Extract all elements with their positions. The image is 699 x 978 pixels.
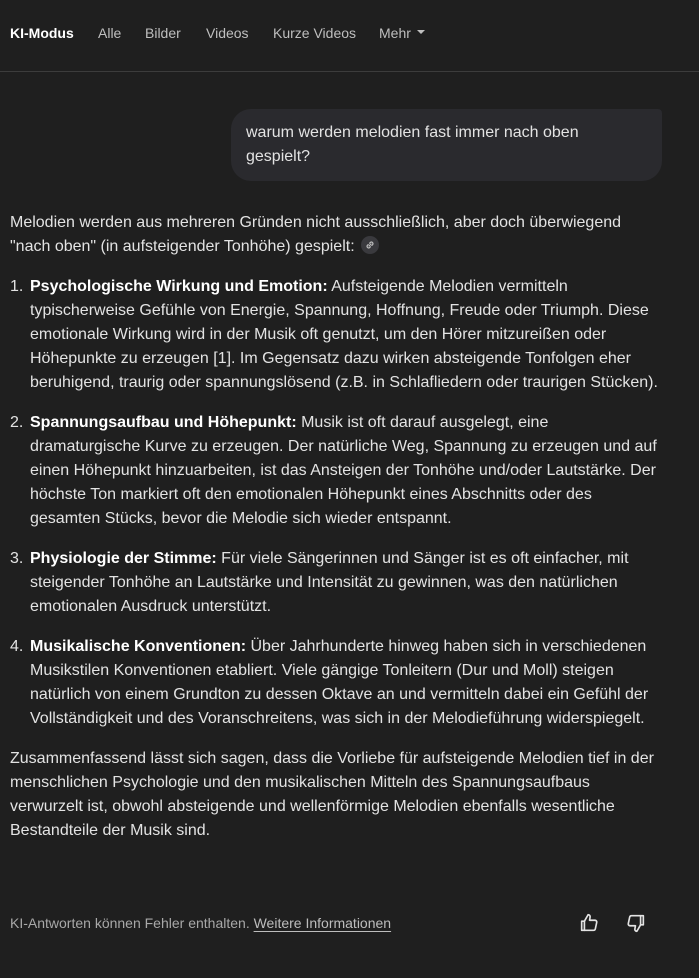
user-query-bubble — [231, 109, 662, 181]
tab-kurze-videos[interactable]: Kurze Videos — [273, 25, 357, 41]
list-item-title: Physiologie der Stimme: — [30, 550, 217, 567]
answer-intro — [10, 211, 660, 259]
list-item-text: Über Jahrhunderte hinweg haben sich in verschiedenen Musikstilen Konventionen etabliert. Viele gängige Tonleitern (Dur und Moll) steigen natürlich von einem Grundton zu dessen Oktave an und vermitteln dabei ein Gefühl der Vollständigkeit und des Voranschreitens, was sich in der Melodieführung widerspiegelt. — [30, 638, 649, 727]
disclaimer-text: KI-Antworten können Fehler enthalten. — [10, 915, 250, 931]
list-item-title: Psychologische Wirkung und Emotion: — [30, 278, 328, 295]
more-info-link[interactable]: Weitere Informationen — [253, 915, 392, 931]
source-link-button[interactable] — [361, 236, 379, 254]
tab-alle[interactable]: Alle — [98, 25, 122, 41]
list-item — [10, 411, 660, 531]
tab-mehr-label: Mehr — [379, 25, 411, 41]
tab-ki-modus[interactable]: KI-Modus — [10, 25, 74, 41]
list-item-text: Musik ist oft darauf ausgelegt, eine dramaturgische Kurve zu erzeugen. Der natürliche Weg, Spannung zu erzeugen und auf einen Höhepunkt hinzuarbeiten, ist das Ansteigen der Tonhöhe und/oder Lautstärke. Der höchste Ton markiert oft den emotionalen Höhepunkt eines Abschnitts oder des gesamten Stücks, bevor die Melodie sich wieder entspannt. — [30, 414, 657, 527]
answer-summary: Zusammenfassend lässt sich sagen, dass die Vorliebe für aufsteigende Melodien tief in der menschlichen Psychologie und den musikalischen Mitteln des Spannungsaufbaus verwurzelt ist, obwohl absteigende und wellenförmige Melodien ebenfalls wesentliche Bestandteile der Musik sind. — [10, 750, 654, 839]
ai-disclaimer — [10, 913, 391, 933]
list-item-number: 2. — [10, 414, 24, 431]
list-item-number: 1. — [10, 278, 24, 295]
list-item-number: 4. — [10, 638, 24, 655]
list-item — [10, 635, 660, 731]
list-item-title: Spannungsaufbau und Höhepunkt: — [30, 414, 297, 431]
list-item — [10, 275, 660, 395]
list-item-number: 3. — [10, 550, 24, 567]
search-mode-nav — [0, 0, 699, 72]
list-item-text: Für viele Sängerinnen und Sänger ist es oft einfacher, mit steigender Tonhöhe an Lautstärke und Intensität zu gewinnen, was den natürlichen emotionalen Ausdruck unterstützt. — [30, 550, 629, 615]
user-query-text: warum werden melodien fast immer nach oben gespielt? — [246, 124, 579, 165]
tab-bilder[interactable]: Bilder — [145, 25, 181, 41]
chevron-down-icon — [417, 30, 425, 34]
list-item — [10, 547, 660, 619]
tab-mehr[interactable] — [379, 24, 425, 42]
answer-points-list — [10, 275, 660, 731]
ai-answer — [10, 211, 660, 843]
link-icon — [365, 240, 375, 250]
list-item-title: Musikalische Konventionen: — [30, 638, 247, 655]
list-item-text: Aufsteigende Melodien vermitteln typischerweise Gefühle von Energie, Spannung, Hoffnung, Freude oder Triumph. Diese emotionale Wirkung wird in der Musik oft genutzt, um den Hörer mitzureißen oder Höhepunkte zu erzeugen [1]. Im Gegensatz dazu wirken absteigende Tonfolgen eher beruhigend, traurig oder spannungslösend (z.B. in Schlafliedern oder traurigen Stücken). — [30, 278, 658, 391]
thumbs-down-icon — [625, 912, 647, 934]
tab-videos[interactable]: Videos — [206, 25, 249, 41]
answer-intro-text: Melodien werden aus mehreren Gründen nicht ausschließlich, aber doch überwiegend "nach oben" (in aufsteigender Tonhöhe) gespielt: — [10, 214, 622, 255]
thumbs-up-button[interactable] — [578, 912, 600, 934]
thumbs-up-icon — [578, 912, 600, 934]
thumbs-down-button[interactable] — [625, 912, 647, 934]
